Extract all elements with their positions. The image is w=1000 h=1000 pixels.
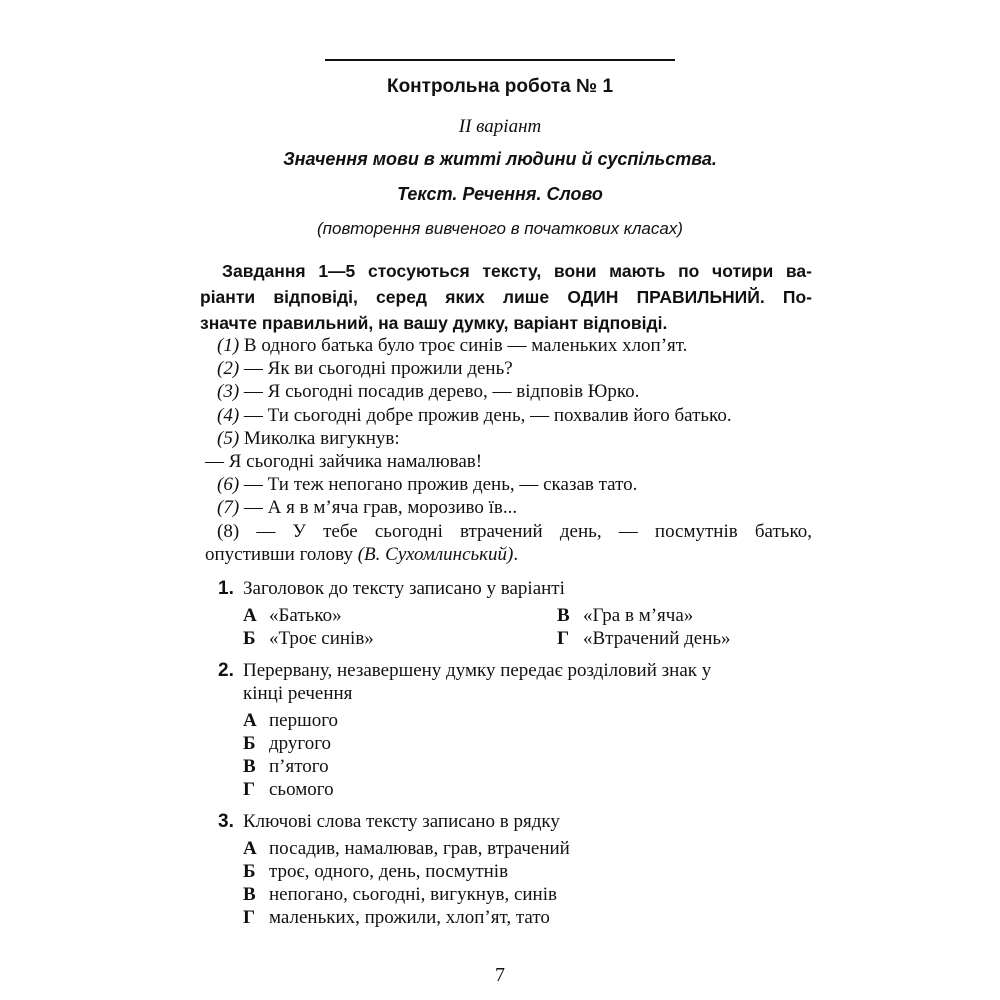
answer-option[interactable] — [243, 628, 374, 650]
option-letter: В — [557, 605, 570, 626]
sentence-number: (3) — [217, 381, 240, 403]
option-text: «Гра в м’яча» — [583, 605, 694, 626]
option-letter: А — [243, 838, 257, 859]
question-text: Ключові слова тексту записано в рядку — [243, 811, 560, 832]
option-text: непогано, сьогодні, вигукнув, синів — [269, 884, 557, 905]
text-sentence: — Я сьогодні зайчика намалював! — [205, 451, 483, 473]
option-letter: Б — [243, 733, 256, 754]
topic-line-2: Текст. Речення. Слово — [397, 184, 603, 204]
instruction-line: Завдання 1—5 стосуються тексту, вони мають по чотири ва- — [222, 261, 812, 281]
option-letter: А — [243, 710, 257, 731]
instruction-block — [200, 258, 812, 336]
text-sentence: (3) — Я сьогодні посадив дерево, — відповів Юрко. — [217, 381, 640, 403]
option-letter: Б — [243, 628, 256, 649]
question-number: 2. — [218, 660, 234, 681]
option-text: п’ятого — [269, 756, 329, 777]
sentence-number: (1) — [217, 335, 240, 356]
page-title: Контрольна робота № 1 — [386, 76, 614, 97]
sentence-number: (8) — [217, 520, 240, 542]
answer-option[interactable] — [243, 710, 338, 732]
sentence-number: (7) — [217, 497, 240, 519]
option-letter: В — [243, 884, 256, 905]
text-sentence: (5) Миколка вигукнув: — [217, 427, 400, 449]
option-text: другого — [269, 733, 332, 754]
header-rule — [325, 59, 675, 61]
text-sentence: (6) — Ти теж непогано прожив день, — сказав тато. — [217, 474, 638, 496]
question-text: кінці речення — [243, 683, 353, 704]
sentence-number: (6) — [217, 474, 240, 496]
option-text: першого — [269, 710, 339, 731]
option-letter: Б — [243, 861, 256, 882]
option-letter: Г — [243, 779, 256, 800]
text-sentence: (7) — А я в м’яча грав, морозиво їв... — [217, 497, 518, 519]
answer-option[interactable] — [243, 756, 329, 778]
answer-option[interactable] — [243, 907, 550, 929]
answer-option[interactable] — [243, 884, 557, 906]
sentence-number: (4) — [217, 404, 240, 426]
answer-option[interactable] — [243, 733, 331, 755]
sentence-number: (2) — [217, 358, 240, 380]
text-sentence: (1) В одного батька було троє синів — маленьких хлоп’ят. — [217, 335, 688, 356]
option-text: сьомого — [269, 779, 334, 800]
answer-option[interactable] — [557, 605, 693, 627]
option-letter: Г — [557, 628, 570, 649]
option-text: «Батько» — [269, 605, 342, 626]
topic-note: (повторення вивченого в початкових класах) — [317, 219, 683, 238]
option-text: троє, одного, день, посмутнів — [269, 861, 509, 882]
text-sentence: опустивши голову (В. Сухомлинський). — [205, 543, 519, 565]
topic-line-1: Значення мови в житті людини й суспільства. — [283, 149, 717, 169]
author-attribution: (В. Сухомлинський) — [357, 543, 514, 565]
option-text: маленьких, прожили, хлоп’ят, тато — [269, 907, 550, 928]
option-text: «Троє синів» — [269, 628, 374, 649]
page-number: 7 — [495, 964, 505, 986]
option-text: посадив, намалював, грав, втрачений — [269, 838, 570, 859]
option-letter: А — [243, 605, 257, 626]
answer-option[interactable] — [243, 605, 342, 627]
question-number: 1. — [218, 578, 234, 599]
question-text: Заголовок до тексту записано у варіанті — [243, 578, 565, 599]
variant-label: ІІ варіант — [458, 116, 542, 137]
answer-option[interactable] — [243, 861, 508, 883]
instruction-line: значте правильний, на вашу думку, варіант відповіді. — [200, 313, 668, 333]
sentence-number: (5) — [217, 427, 240, 449]
text-sentence: (4) — Ти сьогодні добре прожив день, — похвалив його батько. — [217, 404, 732, 426]
answer-option[interactable] — [243, 838, 570, 860]
question-number: 3. — [218, 811, 234, 832]
answer-option[interactable] — [557, 628, 731, 650]
text-sentence: (2) — Як ви сьогодні прожили день? — [217, 358, 513, 380]
option-letter: Г — [243, 907, 256, 928]
question-text: Перервану, незавершену думку передає розділовий знак у — [243, 660, 712, 681]
text-sentence: (8) — У тебе сьогодні втрачений день, — посмутнів батько, — [217, 520, 812, 542]
answer-option[interactable] — [243, 779, 334, 801]
reading-text — [205, 334, 812, 566]
instruction-line: ріанти відповіді, серед яких лише ОДИН ПРАВИЛЬНИЙ. По- — [200, 287, 812, 307]
option-text: «Втрачений день» — [583, 628, 731, 649]
option-letter: В — [243, 756, 256, 777]
